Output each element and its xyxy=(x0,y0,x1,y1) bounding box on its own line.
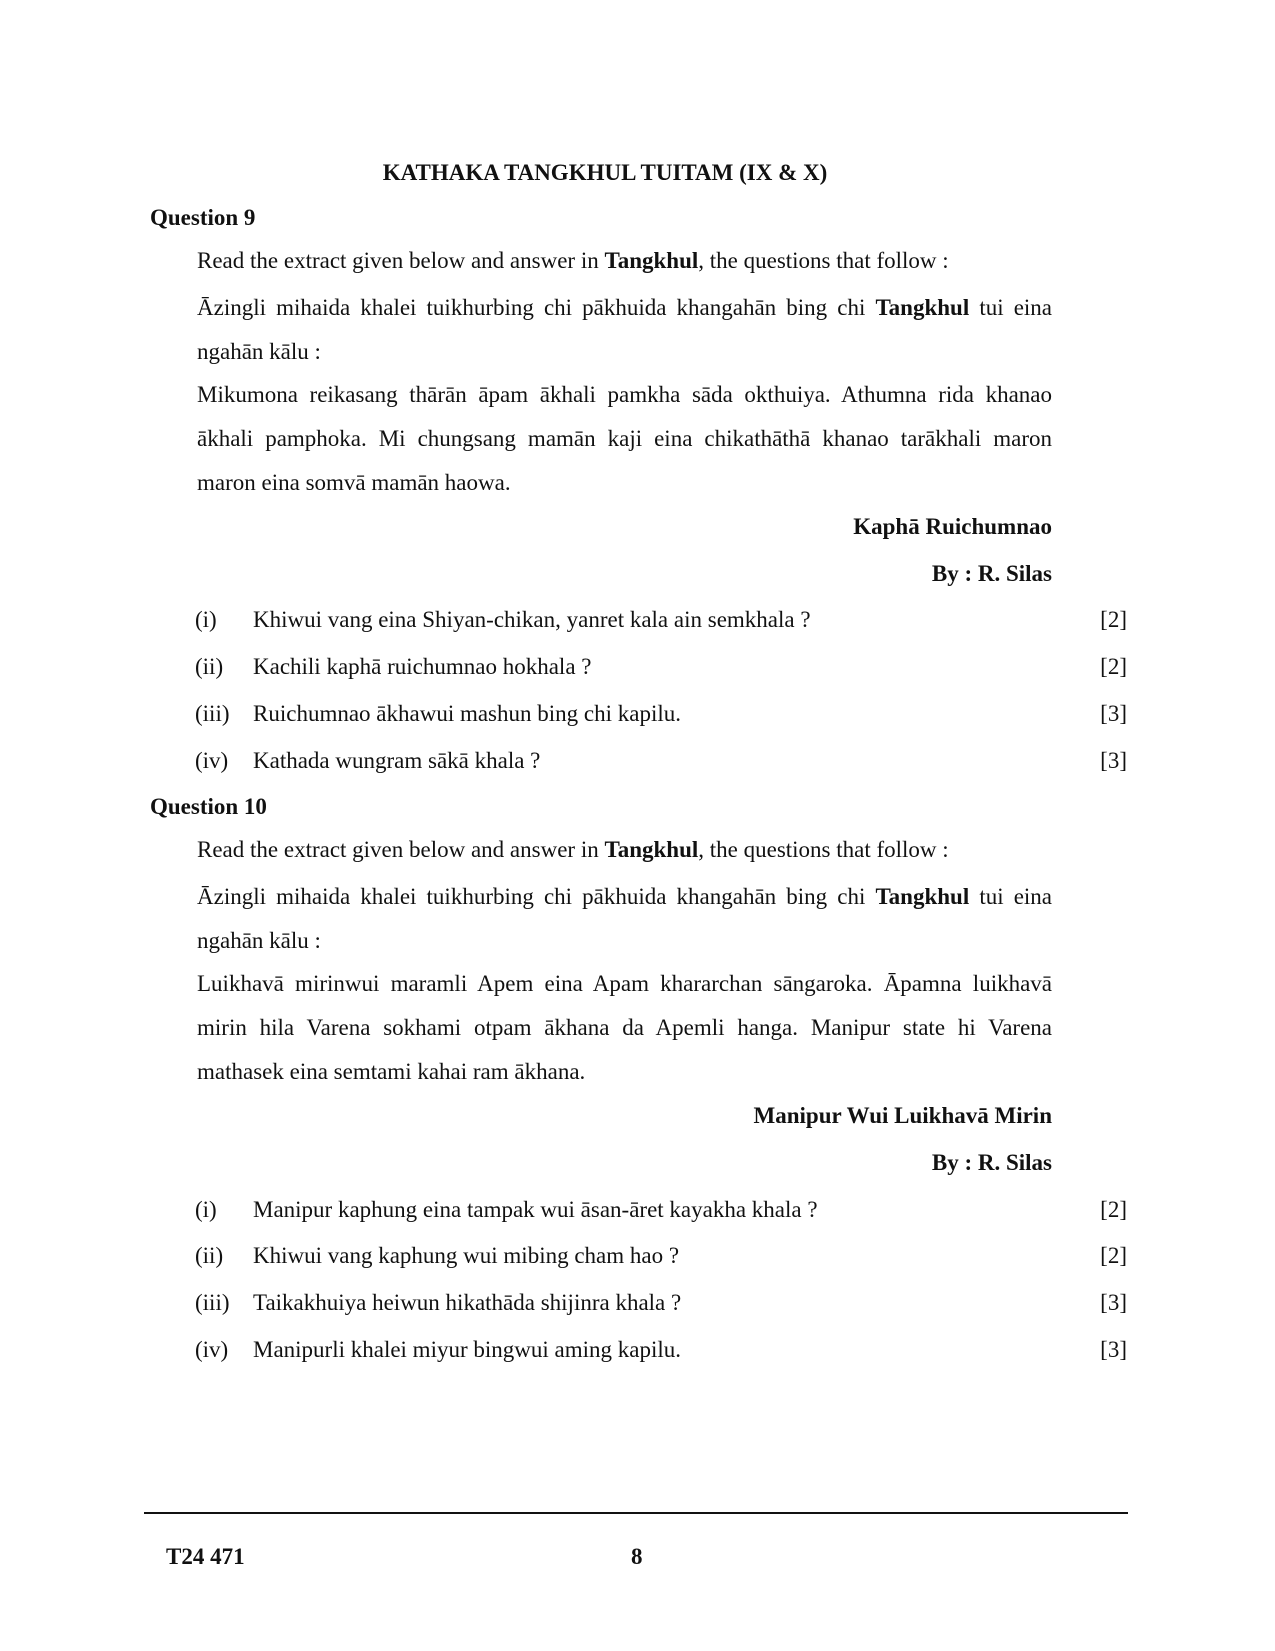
item-text: Taikakhuiya heiwun hikathāda shijinra khala ? xyxy=(253,1290,682,1315)
question-10-item xyxy=(195,1337,1127,1367)
item-number: (iii) xyxy=(195,1290,230,1315)
question-9-item xyxy=(195,654,1127,684)
question-9-item xyxy=(195,607,1127,637)
question-9-source-title: Kaphā Ruichumnao xyxy=(853,514,1052,539)
item-marks: [2] xyxy=(1100,654,1127,679)
question-10-extract: Luikhavā mirinwui maramli Apem eina Apam khararchan sāngaroka. Āpamna luikhavā mirin hila Varena sokhami otpam ākhana da Apemli hanga. Manipur state hi Varena mathasek eina semtami kahai ram ākhana. xyxy=(197,971,1052,1084)
q9-instruction-bold: Tangkhul xyxy=(604,248,699,273)
question-9-task xyxy=(197,286,1052,374)
item-number: (ii) xyxy=(195,1243,224,1268)
q10-instruction-bold: Tangkhul xyxy=(604,837,699,862)
question-10-task xyxy=(197,875,1052,963)
item-text: Manipur kaphung eina tampak wui āsan-āret kayakha khala ? xyxy=(253,1197,818,1222)
q10-instruction-end: , the questions that follow : xyxy=(698,837,949,862)
item-text: Kathada wungram sākā khala ? xyxy=(253,748,541,773)
question-10-item xyxy=(195,1290,1127,1320)
q9-task-bold: Tangkhul xyxy=(875,295,970,320)
question-10-heading: Question 10 xyxy=(150,794,267,819)
question-9-item xyxy=(195,748,1127,778)
question-9-instruction xyxy=(197,239,1052,283)
question-9-item xyxy=(195,701,1127,731)
item-text: Khiwui vang kaphung wui mibing cham hao ? xyxy=(253,1243,680,1268)
item-text: Manipurli khalei miyur bingwui aming kapilu. xyxy=(253,1337,681,1362)
question-10-instruction xyxy=(197,828,1052,872)
question-9-heading: Question 9 xyxy=(150,205,256,230)
item-marks: [3] xyxy=(1100,1290,1127,1315)
item-marks: [2] xyxy=(1100,1243,1127,1268)
question-10-item xyxy=(195,1243,1127,1273)
item-marks: [2] xyxy=(1100,1197,1127,1222)
question-10-item xyxy=(195,1197,1127,1227)
page-title: KATHAKA TANGKHUL TUITAM (IX & X) xyxy=(382,160,828,185)
footer-divider xyxy=(144,1512,1128,1514)
item-text: Khiwui vang eina Shiyan-chikan, yanret kala ain semkhala ? xyxy=(253,607,811,632)
q9-instruction-end: , the questions that follow : xyxy=(698,248,949,273)
question-10-source-author: By : R. Silas xyxy=(931,1150,1052,1175)
q10-task-text: Āzingli mihaida khalei tuikhurbing chi pākhuida khangahān bing chi xyxy=(197,884,876,909)
question-10-source-title: Manipur Wui Luikhavā Mirin xyxy=(753,1103,1052,1128)
item-number: (i) xyxy=(195,1197,217,1222)
question-9-source-author: By : R. Silas xyxy=(931,561,1052,586)
question-9-extract: Mikumona reikasang thārān āpam ākhali pamkha sāda okthuiya. Athumna rida khanao ākhali pamphoka. Mi chungsang mamān kaji eina chikathāthā khanao tarākhali maron maron eina somvā mamān haowa. xyxy=(197,382,1052,495)
q10-instruction-text: Read the extract given below and answer in xyxy=(197,837,605,862)
item-text: Kachili kaphā ruichumnao hokhala ? xyxy=(253,654,592,679)
q10-task-end: tui eina ngahān kālu : xyxy=(197,884,1053,953)
q10-task-bold: Tangkhul xyxy=(875,884,970,909)
item-number: (iv) xyxy=(195,748,229,773)
item-marks: [3] xyxy=(1100,1337,1127,1362)
q9-task-end: tui eina ngahān kālu : xyxy=(197,295,1053,364)
paper-code: T24 471 xyxy=(166,1544,245,1569)
item-text: Ruichumnao ākhawui mashun bing chi kapilu. xyxy=(253,701,681,726)
item-number: (iii) xyxy=(195,701,230,726)
page-number: 8 xyxy=(631,1544,643,1569)
item-number: (iv) xyxy=(195,1337,229,1362)
item-number: (i) xyxy=(195,607,217,632)
item-number: (ii) xyxy=(195,654,224,679)
item-marks: [3] xyxy=(1100,748,1127,773)
q9-instruction-text: Read the extract given below and answer in xyxy=(197,248,605,273)
q9-task-text: Āzingli mihaida khalei tuikhurbing chi pākhuida khangahān bing chi xyxy=(197,295,876,320)
item-marks: [3] xyxy=(1100,701,1127,726)
item-marks: [2] xyxy=(1100,607,1127,632)
